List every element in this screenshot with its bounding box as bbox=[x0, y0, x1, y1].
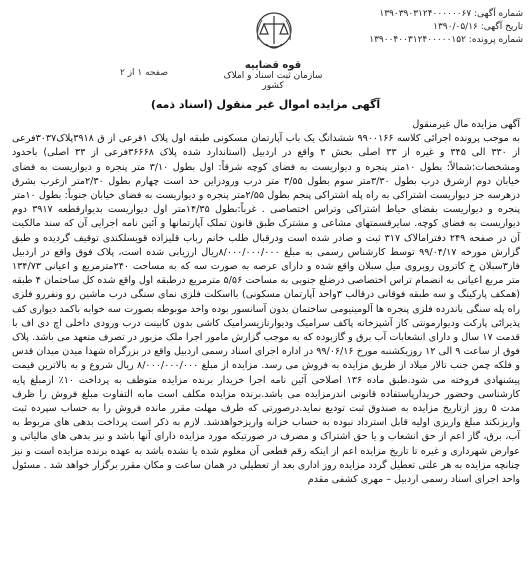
notice-number-label: شماره آگهی: bbox=[474, 9, 523, 19]
file-number: ۱۳۹۰۰۴۰۰۳۱۲۴۰۰۰۰۰۱۵۲ bbox=[369, 35, 466, 45]
document-body bbox=[12, 118, 520, 487]
org-line-1: قوه قضاییه bbox=[244, 60, 302, 71]
document-header bbox=[0, 6, 531, 91]
notice-number-line bbox=[293, 8, 523, 21]
body-paragraph-main: به موجب پرونده اجرائی کلاسه ۹۹۰۰۱۶۶ ششدانگ یک باب آپارتمان مسکونی طبقه اول پلاک ۱فرعی از ق ۳۹۱۸پلاک۳۰۳۷فرعی از ۳۳۰ الی ۳۴۵ و غیره از ۳۳ اصلی بخش ۳ واقع در اردبیل (استاندارد شده پلاک ۳۶۶۶۸فرعی از ۳۳ اصلی) باحدود ومشخصات:شمالاً: بطول ۱۰متر پنجره و دیواریست به فضای کوچه شرقاً: اول بطول ۳/۱۰ متر پنجره و دیواریست به فضای خیابان دوم ازشرق درب بطول ۳/۳۰متر سوم بطول ۳/۵۵ متر درب ورودزاین حد است چهارم بطول ۲/۳۰متر ازغرب بشرق درهرسه جز دیواریست اشتراکی به راه پله اشتراکی پنجم بطول ۲/۵۵متر پنجره و دیواریست به فضای خیابان جنوباً: بطول ۱۰متر پنجره و دیواریست بفضای حیاط اشتراکی وتراس اختصاصی . غرباً:بطول ۱۴/۳۵متر اول دیواریست بدیوارقطعه ۳۹۱۷ دوم دیواریست به فضای کوچه. سایرقسمتهای مشاعی و مشترک طبق قانون تملک آپارتمانها و آئین نامه اجرایی آن که سند مالکیت آن در صفحه ۲۴۹ دفترامالاک ۳۱۷ ثبت و صادر شده است ودرقبال طلب خانم رباب قلیزاده قویسلکندی توقیف گردیده و طبق گزارش مورخه ۹۹/۰۴/۱۷ توسط کارشناس رسمی به مبلغ ۸/۰۰۰/۰۰۰/۰۰۰ریال ارزیابی شده است، پلاک فوق واقع در اردبیل فاز۳سبلان خ کاترون روبروی میل سبلان واقع شده و دارای عرصه به صورت سه که به مساحت ۲۴۰مترمربع و اعیانی ۱۳۴/۷۳ متر مربع اعیانی به انضمام تراس اختصاصی درضلع جنوبی به مساحت ۵/۵۶ مترمربع درطبقه اول واقع شده کل ساختمان ۴ طبقه (همکف پارکینگ و سه طبقه فوقانی درقالب ۳واحد آپارتمان مسکونی) بااسکلت فلزی نمای سنگی درب ماشین رو ونفررو فلزی راه پله سنگی باندرده فلزی پنجره ها آلومینیومی ساختمان بدون آسانسور بوده واحد موبوطه بصورت سه خوابه باکمد دیواری کف پذیرائی پارکت ودیوارمونتی کاز آشپزخانه پاکف سرامیک ودیوارنازیسرامیک کاشی بدون کابینت درب ورودی داخلی اچ دی اف با قدمت ۱۷ سال و دارای انشعابات آب برق و گازبوده که به موجب گزارش مامور اجرا ملک مزبور در تصرف متعهد می باشد. پلاک فوق از ساعت ۹ الی ۱۲ روزیکشنبه مورخ ۹۹/۰۶/۱۶ در اداره اجرای اسناد رسمی اردبیل واقع در بزرگراه شهدا میدن میدان قدس و فلکه چمن جنب تالار میلاد از طریق مزایده به فروش می رسد. مزایده از مبلغ ۸/۰۰۰/۰۰۰/۰۰۰ ریال شروع و به بالاترین قیمت پیشنهادی فروخته می شود.طبق ماده ۱۳۶ اصلاحی آئین نامه اجرا خریدار برنده مزایده متوظف به پرداخت ۱۰٪ ازمبلغ پایه کارشناسی وحضور خریدارپاستفاده قانونی اندرمزایده می باشد.برنده مزایده مکلف است مابه التفاوت مبلغ فروش را ظرف مدت ۵ روز ازتاریخ مزایده به صندوق ثبت تودیع نماید.درصورتی که طرف مهلت مقرر مانده فروش را به حساب سپرده ثبت واریزنکند مبلغ واریزی اولیه قابل استرداد نبوده به حساب خزانه واریزخواهدشد. لازم به ذکر است پرداخت بدهی های مربوط به آب، برق، گاز اعم از حق انشعاب و یا حق اشتراک و مصرف در صورتیکه مورد مزایده دارای آنها باشد و نیز بدهی های مالیاتی و عوارض شهرداری و غیره تا تاریخ مزایده اعم از اینکه رقم قطعی آن معلوم شده یا نشده باشد به عهده برنده مزایده است و نیز چنانچه مزایده به هر علتی تعطیل گردد مزایده روز اداری بعد از تعطیلی در همان ساعت و مکان مقرر برگزار خواهد شد . مسئول واحد اجرای اسناد رسمی اردبیل – مهری کشفی مقدم bbox=[12, 133, 521, 486]
notice-date: ۱۳۹۰/۰۵/۱۶ bbox=[433, 22, 478, 32]
notice-date-line bbox=[293, 21, 523, 34]
file-number-label: شماره پرونده: bbox=[468, 35, 523, 45]
body-paragraph-heading: آگهی مزایده مال غیرمنقول bbox=[412, 119, 520, 130]
notice-number: ۱۳۹۰۳۹۰۳۱۲۴۰۰۰۰۰۰۶۷ bbox=[379, 9, 472, 19]
organization-name bbox=[218, 60, 328, 91]
notice-date-label: تاریخ آگهی: bbox=[480, 22, 523, 32]
page-number: صفحه ۱ از ۲ bbox=[120, 68, 168, 78]
judiciary-emblem-icon bbox=[252, 10, 296, 56]
document-title: آگهی مزایده اموال غیر منقول (اسناد ذمه) bbox=[150, 98, 381, 111]
file-number-line bbox=[293, 34, 523, 47]
org-line-2: سازمان ثبت اسناد و املاک کشور bbox=[223, 71, 323, 91]
notice-metadata bbox=[293, 8, 523, 47]
